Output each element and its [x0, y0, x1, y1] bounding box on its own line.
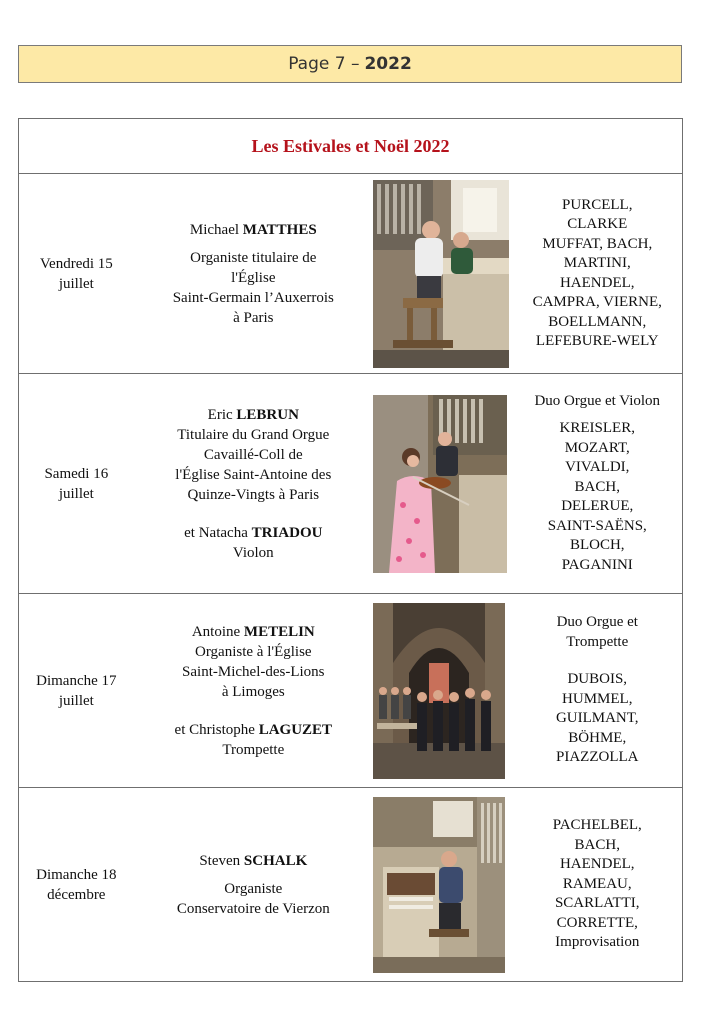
concert-row [19, 788, 683, 982]
performer-name: Steven SCHALK [199, 852, 308, 869]
concert-date: Dimanche 17 juillet [36, 672, 117, 709]
performer-name: Eric LEBRUN [207, 406, 299, 423]
concert-programme-table [18, 118, 683, 982]
second-performer-name: et Christophe LAGUZET [174, 721, 333, 738]
concert-date: Samedi 16 juillet [44, 465, 109, 502]
ensemble-label: Duo Orgue et Violon [534, 392, 661, 409]
concert-date: Dimanche 18 décembre [36, 866, 117, 903]
organist-console-photo [373, 797, 513, 973]
concert-date: Vendredi 15 juillet [39, 255, 113, 292]
page-header-banner [18, 45, 682, 83]
performer-info: Michael MATTHES Organiste titulaire de l'Église Saint-Germain l’Auxerrois à Paris [134, 220, 373, 328]
ensemble-label: Duo Orgue et [556, 614, 638, 631]
concert-row [19, 594, 683, 788]
violinist-and-organist-photo [373, 395, 513, 573]
page-label: Page 7 – [288, 54, 360, 74]
performer-info: Antoine METELIN Organiste à l'Église Saint-Michel-des-Lions à Limoges et Christophe LAGUZET Trompette [134, 622, 373, 760]
concert-row [19, 374, 683, 594]
church-nave-group-photo [373, 603, 513, 779]
performer-info: Steven SCHALK Organiste Conservatoire de Vierzon [134, 851, 373, 919]
performer-name: Antoine METELIN [191, 623, 315, 640]
performer-name: Michael MATTHES [189, 221, 317, 238]
table-title: Les Estivales et Noël 2022 [251, 135, 450, 156]
table-title-cell [19, 119, 683, 174]
second-performer-name: et Natacha TRIADOU [184, 524, 323, 541]
composer-list: PACHELBEL, BACH, HAENDEL, RAMEAU, SCARLATTI, CORRETTE, Improvisation [552, 817, 642, 951]
composer-list: Duo Orgue et Trompette DUBOIS, HUMMEL, GUILMANT, BÖHME, PIAZZOLLA [513, 613, 682, 768]
performer-info: Eric LEBRUN Titulaire du Grand Orgue Cavaillé-Coll de l'Église Saint-Antoine des Quinze-Vingts à Paris et Natacha TRIADOU Violon [134, 405, 373, 563]
page-year: 2022 [364, 54, 412, 74]
composer-list: PURCELL, CLARKE MUFFAT, BACH, MARTINI, HAENDEL, CAMPRA, VIERNE, BOELLMANN, LEFEBURE-WELY [532, 196, 662, 349]
composer-list: Duo Orgue et Violon KREISLER, MOZART, VIVALDI, BACH, DELERUE, SAINT-SAËNS, BLOCH, PAGANINI [513, 392, 682, 576]
organist-at-organ-photo [373, 180, 513, 368]
concert-row [19, 174, 683, 374]
